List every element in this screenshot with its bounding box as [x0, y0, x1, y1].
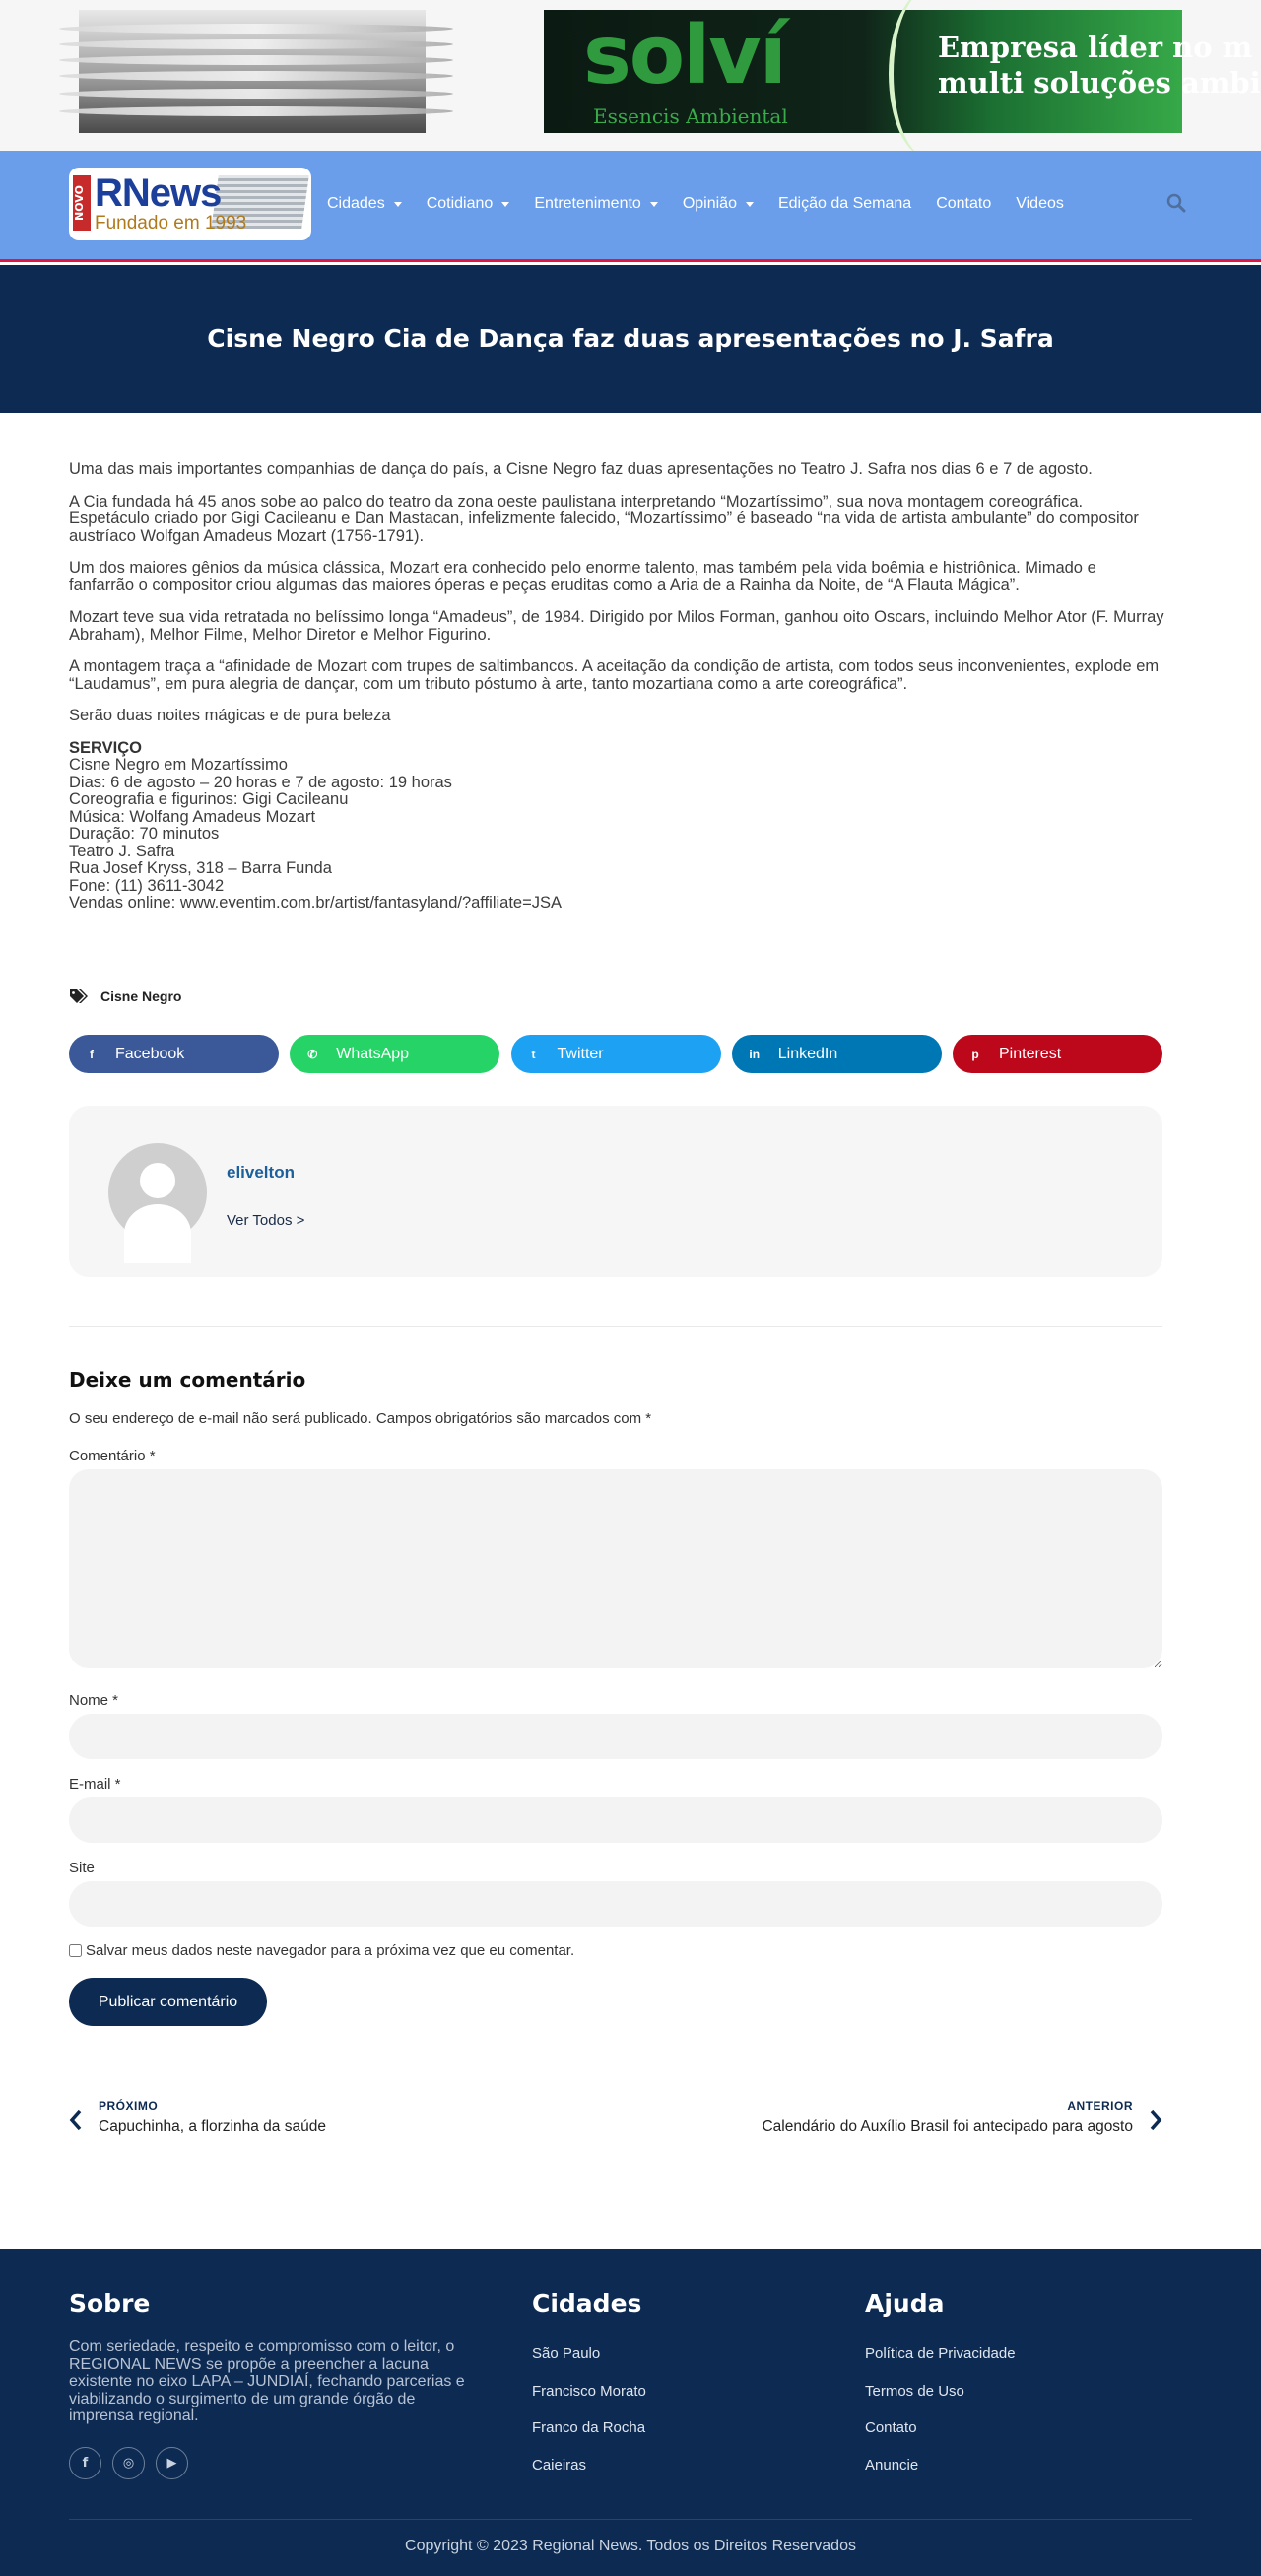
post-tags	[69, 988, 181, 1004]
pinterest-icon: p	[971, 1047, 979, 1061]
footer-contact-link[interactable]: Contato	[865, 2419, 917, 2436]
article-paragraph: Serão duas noites mágicas e de pura beleza	[69, 707, 391, 724]
post-nav-next[interactable]	[630, 2099, 1162, 2138]
servico-line: Duração: 70 minutos	[69, 825, 220, 843]
footer-cities-title: Cidades	[532, 2289, 642, 2318]
submit-comment-button[interactable]: Publicar comentário	[69, 1978, 267, 2026]
post-nav-next-label: ANTERIOR	[1067, 2099, 1133, 2113]
servico-line: Fone: (11) 3611-3042	[69, 876, 225, 895]
tags-icon	[69, 988, 89, 1004]
servico-line: Vendas online: www.eventim.com.br/artist/fantasyland/?affiliate=JSA	[69, 894, 563, 912]
linkedin-icon: in	[749, 1047, 761, 1061]
facebook-social-icon[interactable]: f	[69, 2447, 101, 2479]
nav-item-contato[interactable]: Contato	[936, 195, 992, 212]
servico-line: Coreografia e figurinos: Gigi Cacileanu	[69, 790, 349, 808]
divider	[69, 1326, 1162, 1327]
author-name[interactable]: elivelton	[227, 1163, 295, 1182]
share-buttons	[69, 1035, 1162, 1073]
servico-block	[69, 740, 1164, 913]
chevron-down-icon	[650, 202, 658, 207]
footer-about-title: Sobre	[69, 2289, 151, 2318]
comment-form-note: O seu endereço de e-mail não será publicado. Campos obrigatórios são marcados com *	[69, 1410, 652, 1427]
article-paragraph: Uma das mais importantes companhias de dança do país, a Cisne Negro faz duas apresentações no Teatro J. Safra nos dias 6 e 7 de agosto.	[69, 460, 1093, 478]
email-label: E-mail *	[69, 1776, 121, 1793]
share-whatsapp-button[interactable]: ✆ WhatsApp	[290, 1035, 499, 1073]
servico-line: Cisne Negro em Mozartíssimo	[69, 756, 288, 774]
whatsapp-icon: ✆	[307, 1047, 318, 1061]
logo-subtitle: Fundado em 1993	[95, 213, 247, 234]
chevron-down-icon	[746, 202, 754, 207]
article-paragraph: A Cia fundada há 45 anos sobe ao palco do teatro da zona oeste paulistana interpretando “Mozartíssimo”, sua nova montagem coreográfica. Espetáculo criado por Gigi Cacileanu e Dan Mastacan, infelizmente falecido, “Mozartíssimo” é baseado “na vida de artista ambulante” do compositor austríaco Wolfgan Amadeus Mozart (1756-1791).	[69, 492, 1139, 545]
footer-divider	[69, 2519, 1192, 2520]
newspaper-image	[79, 10, 426, 133]
email-input[interactable]	[69, 1797, 1162, 1843]
share-pinterest-button[interactable]: p Pinterest	[953, 1035, 1162, 1073]
post-nav-previous[interactable]	[69, 2099, 463, 2138]
author-avatar[interactable]	[108, 1143, 207, 1242]
footer-advertise-link[interactable]: Anuncie	[865, 2457, 919, 2474]
article-paragraph: Um dos maiores gênios da música clássica, Mozart era conhecido pelo enorme talento, mas também pela vida boêmia e histriônica. Mimado e fanfarrão o compositor criou algumas das maiores óperas e peças eruditas como a Aria de a Rainha da Noite, de “A Flauta Mágica”.	[69, 559, 1096, 594]
footer-about-text: Com seriedade, respeito e compromisso com o leitor, o REGIONAL NEWS se propõe a preencher a lacuna existente no eixo LAPA – JUNDIAÍ, fechando parcerias e viabilizando o surgimento de um grande órgão de imprensa regional.	[69, 2339, 465, 2424]
share-twitter-button[interactable]: t Twitter	[511, 1035, 721, 1073]
nav-item-videos[interactable]: Videos	[1016, 195, 1064, 212]
footer-help-title: Ajuda	[865, 2289, 945, 2318]
instagram-social-icon[interactable]: ◎	[112, 2447, 145, 2479]
youtube-social-icon[interactable]: ▶	[156, 2447, 188, 2479]
article-body	[69, 461, 1164, 913]
twitter-icon: t	[531, 1047, 536, 1061]
logo-name: RNews	[95, 171, 222, 215]
comment-textarea[interactable]	[69, 1469, 1162, 1668]
name-label: Nome *	[69, 1692, 119, 1709]
nav-menu	[327, 191, 1089, 217]
servico-line: Teatro J. Safra	[69, 842, 175, 860]
save-data-label: Salvar meus dados neste navegador para a próxima vez que eu comentar.	[86, 1942, 575, 1959]
share-facebook-button[interactable]: f Facebook	[69, 1035, 279, 1073]
post-nav-next-title: Calendário do Auxílio Brasil foi antecipado para agosto	[762, 2118, 1133, 2135]
footer-privacy-link[interactable]: Política de Privacidade	[865, 2345, 1016, 2362]
search-icon[interactable]	[1166, 193, 1186, 213]
footer-city-link[interactable]: Caieiras	[532, 2457, 587, 2474]
servico-line: Dias: 6 de agosto – 20 horas e 7 de agosto: 19 horas	[69, 773, 452, 791]
article-paragraph: A montagem traça a “afinidade de Mozart com trupes de saltimbancos. A aceitação da condição de artista, com todos seus inconvenientes, explode em “Laudamus”, em pura alegria de dançar, com um tributo póstumo à arte, tanto mozartiana como a arte coreográfica”.	[69, 657, 1160, 693]
ad-tagline: Empresa líder no m multi soluções ambi	[938, 31, 1261, 101]
share-linkedin-button[interactable]: in LinkedIn	[732, 1035, 942, 1073]
comment-form-title: Deixe um comentário	[69, 1368, 306, 1391]
name-input[interactable]	[69, 1714, 1162, 1759]
nav-item-cidades[interactable]: Cidades	[327, 195, 402, 213]
save-data-checkbox[interactable]	[69, 1944, 82, 1957]
footer-city-link[interactable]: Francisco Morato	[532, 2383, 646, 2400]
chevron-down-icon	[394, 202, 402, 207]
ad-logo-sub: Essencis Ambiental	[593, 104, 788, 128]
facebook-icon: f	[90, 1047, 94, 1061]
site-input[interactable]	[69, 1881, 1162, 1927]
post-nav-prev-title: Capuchinha, a florzinha da saúde	[99, 2118, 326, 2135]
post-title-band	[0, 265, 1261, 413]
advertisement-banner[interactable]	[544, 9, 1261, 133]
chevron-right-icon	[1149, 2109, 1162, 2131]
site-logo[interactable]	[69, 168, 311, 240]
servico-line: Rua Josef Kryss, 318 – Barra Funda	[69, 859, 332, 877]
author-view-all-link[interactable]: Ver Todos >	[227, 1212, 305, 1229]
chevron-down-icon	[501, 202, 509, 207]
save-data-row[interactable]	[69, 1942, 574, 1959]
nav-item-entretenimento[interactable]: Entretenimento	[534, 195, 658, 213]
author-box	[69, 1106, 1162, 1277]
article-paragraph: Mozart teve sua vida retratada no belíssimo longa “Amadeus”, de 1984. Dirigido por Milos Forman, ganhou oito Oscars, incluindo Melhor Ator (F. Murray Abraham), Melhor Filme, Melhor Diretor e Melhor Figurino.	[69, 608, 1164, 644]
nav-item-cotidiano[interactable]: Cotidiano	[427, 195, 510, 213]
logo-badge: NOVO	[73, 175, 91, 231]
chevron-left-icon	[69, 2109, 83, 2131]
servico-line: Música: Wolfang Amadeus Mozart	[69, 807, 316, 826]
nav-item-opiniao[interactable]: Opinião	[683, 195, 754, 213]
ad-logo: solví	[583, 9, 785, 102]
post-title: Cisne Negro Cia de Dança faz duas apresentações no J. Safra	[207, 324, 1054, 353]
servico-heading: SERVIÇO	[69, 738, 142, 757]
nav-item-edicao-da-semana[interactable]: Edição da Semana	[777, 195, 912, 212]
comment-label: Comentário *	[69, 1448, 156, 1464]
footer-city-link[interactable]: Franco da Rocha	[532, 2419, 646, 2436]
footer-city-link[interactable]: São Paulo	[532, 2345, 601, 2362]
tag-link[interactable]: Cisne Negro	[100, 988, 182, 1004]
copyright: Copyright © 2023 Regional News. Todos os Direitos Reservados	[405, 2538, 856, 2554]
site-label: Site	[69, 1860, 95, 1876]
post-nav-prev-label: PRÓXIMO	[99, 2099, 159, 2113]
footer-terms-link[interactable]: Termos de Uso	[865, 2383, 964, 2400]
